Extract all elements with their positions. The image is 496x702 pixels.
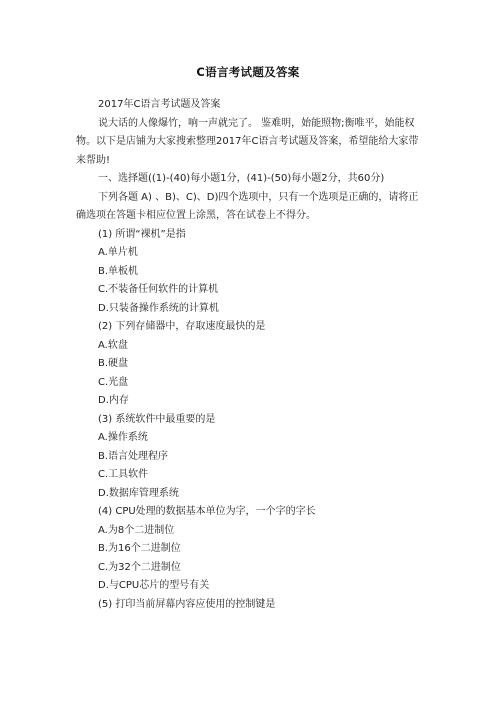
answer-option: D.与CPU芯片的型号有关 [98, 580, 210, 591]
answer-option: B.单板机 [98, 265, 139, 277]
question-stem: (1) 所谓“裸机”是指 [98, 228, 186, 240]
document-body [76, 96, 422, 614]
answer-option: B.语言处理程序 [98, 450, 169, 462]
answer-option: C.光盘 [98, 376, 129, 388]
question-stem: (3) 系统软件中最重要的是 [98, 413, 216, 425]
answer-option: A.软盘 [98, 339, 128, 351]
answer-option: A.为8个二进制位 [98, 524, 175, 536]
subtitle-paragraph: 2017年C语言考试题及答案 [98, 99, 221, 110]
intro-paragraph: 说大话的人像爆竹，响一声就完了。 鉴难明，始能照物;衡唯平，始能权物。以下是店铺为大家搜索整理2017年C语言考试题及答案，希望能给大家带来帮助! [76, 117, 419, 166]
answer-option: A.单片机 [98, 247, 138, 258]
answer-option: C.为32个二进制位 [98, 561, 181, 573]
answer-option: D.内存 [98, 395, 129, 406]
instructions-paragraph: 下列各题 A) 、B)、C)、D)四个选项中，只有一个选项是正确的，请将正确选项在答题卡相应位置上涂黑，答在试卷上不得分。 [76, 191, 419, 221]
document-title: C语言考试题及答案 [196, 65, 300, 79]
answer-option: B.硬盘 [98, 358, 129, 369]
answer-option: D.只装备操作系统的计算机 [98, 302, 219, 314]
section-heading: 一、选择题((1)-(40)每小题1分，(41)-(50)每小题2分，共60分) [98, 173, 385, 184]
answer-option: C.工具软件 [98, 469, 149, 480]
answer-option: B.为16个二进制位 [98, 543, 181, 554]
answer-option: C.不装备任何软件的计算机 [98, 284, 219, 295]
question-stem: (2) 下列存储器中，存取速度最快的是 [98, 321, 266, 332]
answer-option: A.操作系统 [98, 432, 148, 443]
answer-option: D.数据库管理系统 [98, 487, 179, 499]
question-stem: (4) CPU处理的数据基本单位为字，一个字的字长 [98, 506, 316, 517]
question-stem: (5) 打印当前屏幕内容应使用的控制键是 [98, 598, 276, 610]
